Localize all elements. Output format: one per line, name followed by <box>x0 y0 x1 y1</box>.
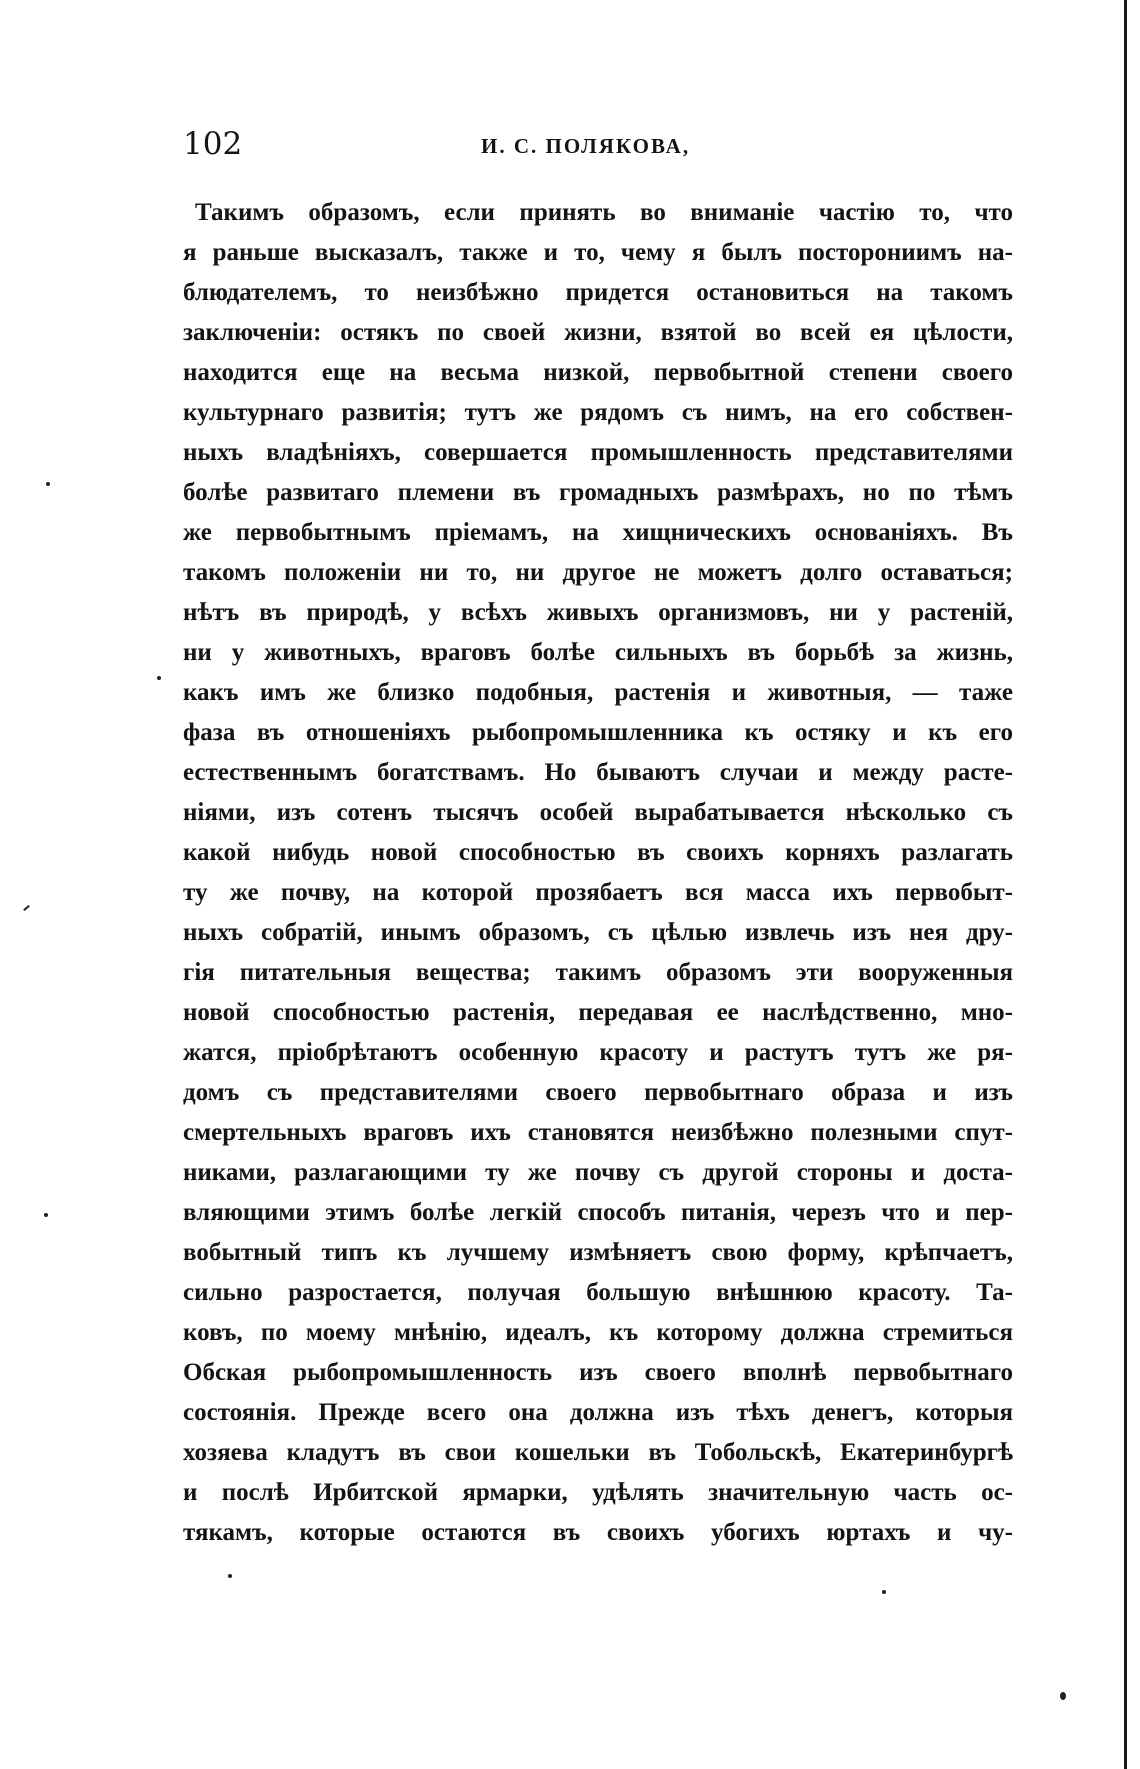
text-line: ту же почву, на которой прозябаетъ вся масса ихъ первобыт- <box>183 879 1013 906</box>
text-line: какъ имъ же близко подобныя, растенія и животныя, — таже <box>183 679 1013 706</box>
scan-speck <box>1060 1692 1066 1700</box>
text-line: фаза въ отношеніяхъ рыбопромышленника къ остяку и къ его <box>183 719 1013 746</box>
page-number: 102 <box>183 126 243 162</box>
text-line: смертельныхъ враговъ ихъ становятся неизбѣжно полезными спут- <box>183 1119 1013 1146</box>
body-text <box>183 193 1013 1553</box>
text-line: жатся, пріобрѣтаютъ особенную красоту и растутъ тутъ же ря- <box>183 1039 1013 1066</box>
text-line: естественнымъ богатствамъ. Но бываютъ случаи и между расте- <box>183 759 1013 786</box>
text-line: такомъ положеніи ни то, ни другое не можетъ долго оставаться; <box>183 559 1013 586</box>
text-line: гія питательныя вещества; такимъ образомъ эти вооруженныя <box>183 959 1013 986</box>
text-line: хозяева кладутъ въ свои кошельки въ Тобольскѣ, Екатеринбургѣ <box>183 1439 1013 1466</box>
text-line: болѣе развитаго племени въ громадныхъ размѣрахъ, но по тѣмъ <box>183 479 1013 506</box>
text-line: я раньше высказалъ, также и то, чему я былъ посторониимъ на- <box>183 239 1013 266</box>
text-line: заключеніи: остякъ по своей жизни, взятой во всей ея цѣлости, <box>183 319 1013 346</box>
text-line: же первобытнымъ пріемамъ, на хищническихъ основаніяхъ. Въ <box>183 519 1013 546</box>
text-line: находится еще на весьма низкой, первобытной степени своего <box>183 359 1013 386</box>
scan-speck <box>157 676 161 680</box>
text-line: ныхъ владѣніяхъ, совершается промышленность представителями <box>183 439 1013 466</box>
scan-speck <box>228 1574 232 1578</box>
text-line: блюдателемъ, то неизбѣжно придется остановиться на такомъ <box>183 279 1013 306</box>
text-line: ковъ, по моему мнѣнію, идеалъ, къ которому должна стремиться <box>183 1319 1013 1346</box>
scan-speck <box>44 1213 48 1217</box>
scan-speck <box>46 482 50 486</box>
text-line: ныхъ собратій, инымъ образомъ, съ цѣлью извлечь изъ нея дру- <box>183 919 1013 946</box>
text-line: культурнаго развитія; тутъ же рядомъ съ нимъ, на его собствен- <box>183 399 1013 426</box>
text-line: состоянія. Прежде всего она должна изъ тѣхъ денегъ, которыя <box>183 1399 1013 1426</box>
scan-speck <box>882 1590 886 1594</box>
text-line: вобытный типъ къ лучшему измѣняетъ свою форму, крѣпчаетъ, <box>183 1239 1013 1266</box>
text-line: новой способностью растенія, передавая ее наслѣдственно, мно- <box>183 999 1013 1026</box>
text-line: Обская рыбопромышленность изъ своего вполнѣ первобытнаго <box>183 1359 1013 1386</box>
page-edge-line <box>1124 0 1127 1769</box>
text-line: тякамъ, которые остаются въ своихъ убогихъ юртахъ и чу- <box>183 1519 1013 1546</box>
text-line: ни у животныхъ, враговъ болѣе сильныхъ въ борьбѣ за жизнь, <box>183 639 1013 666</box>
text-line: ніями, изъ сотенъ тысячъ особей вырабатывается нѣсколько съ <box>183 799 1013 826</box>
text-line: сильно разростается, получая большую внѣшнюю красоту. Та- <box>183 1279 1013 1306</box>
text-line: домъ съ представителями своего первобытнаго образа и изъ <box>183 1079 1013 1106</box>
text-line: нѣтъ въ природѣ, у всѣхъ живыхъ организмовъ, ни у растеній, <box>183 599 1013 626</box>
running-head: И. С. ПОЛЯКОВА, <box>481 134 691 158</box>
text-line: какой нибудь новой способностью въ своихъ корняхъ разлагать <box>183 839 1013 866</box>
scan-speck <box>23 905 30 911</box>
text-line: вляющими этимъ болѣе легкій способъ питанія, черезъ что и пер- <box>183 1199 1013 1226</box>
text-line: и послѣ Ирбитской ярмарки, удѣлять значительную часть ос- <box>183 1479 1013 1506</box>
page-header <box>183 124 1013 164</box>
text-line: Такимъ образомъ, если принять во вниманіе частію то, что <box>195 199 1013 226</box>
text-line: никами, разлагающими ту же почву съ другой стороны и доста- <box>183 1159 1013 1186</box>
